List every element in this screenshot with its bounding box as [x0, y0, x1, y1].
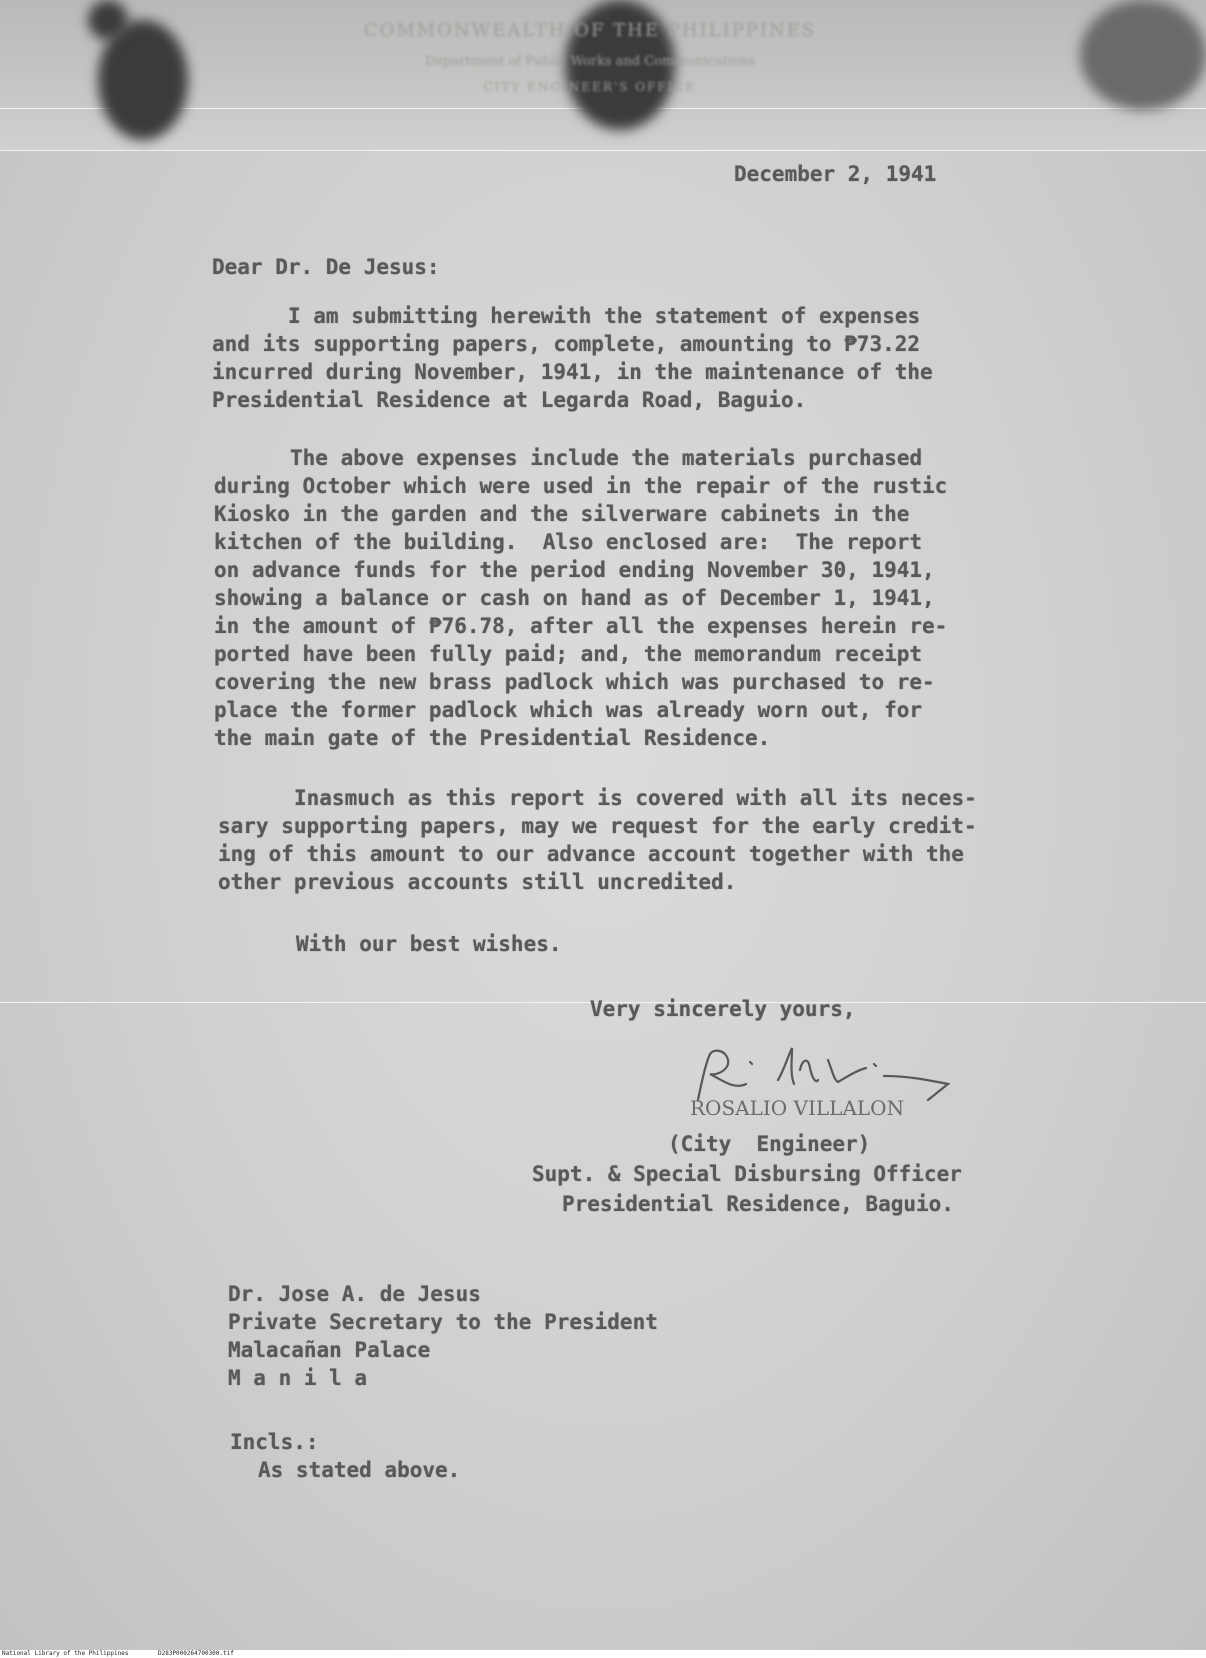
paragraph-3	[218, 784, 977, 896]
paragraph-line: I am submitting herewith the statement of expenses	[288, 304, 921, 328]
paragraph-line: covering the new brass padlock which was purchased to re-	[214, 670, 935, 694]
signer-title-2: Supt. & Special Disbursing Officer	[532, 1162, 962, 1186]
letterhead-line-1: COMMONWEALTH OF THE PHILIPPINES	[363, 20, 817, 41]
addressee-line: Dr. Jose A. de Jesus	[228, 1282, 481, 1306]
paragraph-line: sary supporting papers, may we request for the early credit-	[218, 814, 977, 838]
letterhead-line-3: CITY ENGINEER'S OFFICE	[483, 80, 697, 94]
letterhead-line-2: Department of Public Works and Communications	[425, 54, 755, 69]
signer-name: ROSALIO VILLALON	[690, 1096, 905, 1120]
paragraph-line: Inasmuch as this report is covered with all its neces-	[294, 786, 977, 810]
paragraph-line: in the amount of ₱76.78, after all the expenses herein re-	[214, 614, 948, 638]
paragraph-line: other previous accounts still uncredited.	[218, 870, 737, 894]
paragraph-line: and its supporting papers, complete, amounting to ₱73.22	[212, 332, 921, 356]
paragraph-line: the main gate of the Presidential Residence.	[214, 726, 771, 750]
footer-file-id: D283P000264700300.tif	[158, 1650, 234, 1657]
addressee-line: Malacañan Palace	[228, 1338, 431, 1362]
salutation: Dear Dr. De Jesus:	[212, 255, 440, 279]
paragraph-line: kitchen of the building. Also enclosed are: The report	[214, 530, 923, 554]
paragraph-line: Presidential Residence at Legarda Road, Baguio.	[212, 388, 807, 412]
footer-library-label: National Library of the Philippines	[2, 1650, 129, 1657]
addressee-line: M a n i l a	[228, 1366, 368, 1390]
paragraph-line: on advance funds for the period ending November 30, 1941,	[214, 558, 935, 582]
addressee-line: Private Secretary to the President	[228, 1310, 658, 1334]
enclosures-text: As stated above.	[258, 1458, 461, 1482]
enclosures-label: Incls.:	[230, 1430, 319, 1454]
closing: Very sincerely yours,	[590, 997, 856, 1021]
paragraph-line: during October which were used in the repair of the rustic	[214, 474, 948, 498]
signer-title-1: (City Engineer)	[668, 1132, 871, 1156]
paragraph-4: With our best wishes.	[296, 932, 562, 956]
paragraph-line: showing a balance or cash on hand as of December 1, 1941,	[214, 586, 935, 610]
paragraph-line: The above expenses include the materials purchased	[290, 446, 923, 470]
addressee-block	[228, 1280, 658, 1392]
letter-date: December 2, 1941	[734, 162, 937, 186]
signer-title-3: Presidential Residence, Baguio.	[562, 1192, 954, 1216]
paragraph-line: Kiosko in the garden and the silverware cabinets in the	[214, 502, 910, 526]
paragraph-line: ported have been fully paid; and, the memorandum receipt	[214, 642, 923, 666]
paragraph-line: ing of this amount to our advance account together with the	[218, 842, 964, 866]
paragraph-2	[214, 444, 947, 752]
paragraph-1	[212, 302, 933, 414]
scan-footer	[0, 1650, 1206, 1658]
paragraph-line: place the former padlock which was already worn out, for	[214, 698, 923, 722]
paragraph-line: incurred during November, 1941, in the maintenance of the	[212, 360, 933, 384]
